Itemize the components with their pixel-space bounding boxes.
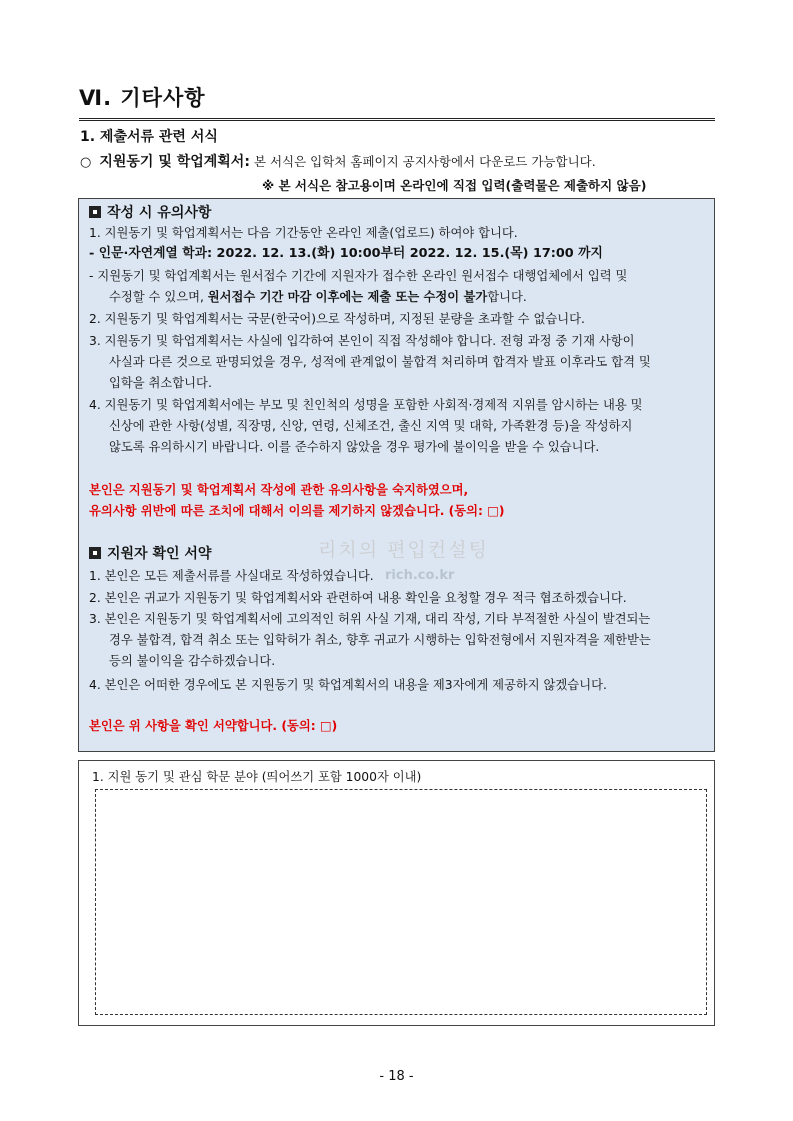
notice-text: 수정할 수 있으며, [109,290,208,304]
notice-item: 2. 지원동기 및 학업계획서는 국문(한국어)으로 작성하며, 지정된 분량을 초과할 수 없습니다. [89,312,585,326]
notice-item: 4. 지원동기 및 학업계획서에는 부모 및 친인척의 성명을 포함한 사회적·경제적 지위를 암시하는 내용 및 [89,398,643,412]
notice-item: 입학을 취소합니다. [109,376,212,390]
page-number: - 18 - [379,1069,414,1084]
square-bullet-icon [89,547,101,559]
watermark-url: rich.co.kr [385,568,455,583]
answer-box [78,760,715,1026]
watermark-logo: 리치의 편입컨설팅 [318,539,489,561]
notice-header-label: 작성 시 유의사항 [107,205,212,221]
notice-box [78,198,715,752]
pledge-item: 경우 불합격, 합격 취소 또는 입학허가 취소, 향후 귀교가 시행하는 입학전형에서 지원자격을 제한받는 [109,633,651,647]
notice-item: - 지원동기 및 학업계획서는 원서접수 기간에 지원자가 접수한 온라인 원서접수 대행업체에서 입력 및 [89,269,628,283]
notice-text: 합니다. [487,290,527,304]
form-label: 지원동기 및 학업계획서: [99,154,250,170]
agreement-text[interactable]: 유의사항 위반에 따른 조치에 대해서 이의를 제기하지 않겠습니다. (동의: □) [89,504,505,518]
notice-bold-text: 원서접수 기간 마감 이후에는 제출 또는 수정이 불가 [207,290,488,304]
notice-item: 사실과 다른 것으로 판명되었을 경우, 성적에 관계없이 불합격 처리하며 합격자 발표 이후라도 합격 및 [109,355,651,369]
form-download-line [80,151,596,171]
section-title: Ⅵ. 기타사항 [79,82,715,121]
answer-input-area[interactable] [95,789,707,1015]
reference-note: ※ 본 서식은 참고용이며 온라인에 직접 입력(출력물은 제출하지 않음) [262,178,647,193]
pledge-header-label: 지원자 확인 서약 [107,546,212,562]
notice-item: 신상에 관한 사항(성별, 직장명, 신앙, 연령, 신체조건, 출신 지역 및 대학, 가족환경 등)을 작성하지 [109,419,633,433]
form-download-text: 본 서식은 입학처 홈페이지 공지사항에서 다운로드 가능합니다. [253,154,596,169]
notice-period: - 인문·자연계열 학과: 2022. 12. 13.(화) 10:00부터 2022. 12. 15.(목) 17:00 까지 [89,246,603,261]
pledge-header [89,545,211,563]
pledge-agreement[interactable]: 본인은 위 사항을 확인 서약합니다. (동의: □) [89,719,338,733]
notice-item [109,288,527,306]
notice-item: 않도록 유의하시기 바랍니다. 이를 준수하지 않았을 경우 평가에 불이익을 받을 수 있습니다. [109,440,600,454]
pledge-item: 3. 본인은 지원동기 및 학업계획서에 고의적인 허위 사실 기재, 대리 작성, 기타 부적절한 사실이 발견되는 [89,612,651,626]
agreement-text: 본인은 지원동기 및 학업계획서 작성에 관한 유의사항을 숙지하였으며, [89,483,469,497]
pledge-item: 등의 불이익을 감수하겠습니다. [109,654,276,668]
square-bullet-icon [89,206,101,218]
pledge-item: 2. 본인은 귀교가 지원동기 및 학업계획서와 관련하여 내용 확인을 요청할 경우 적극 협조하겠습니다. [89,591,627,605]
notice-item: 1. 지원동기 및 학업계획서는 다음 기간동안 온라인 제출(업로드) 하여야 합니다. [89,226,518,240]
sub-title: 1. 제출서류 관련 서식 [80,129,218,145]
circle-bullet-icon: ○ [80,155,92,170]
pledge-item: 4. 본인은 어떠한 경우에도 본 지원동기 및 학업계획서의 내용을 제3자에게 제공하지 않겠습니다. [89,678,607,692]
notice-item: 3. 지원동기 및 학업계획서는 사실에 입각하여 본인이 직접 작성해야 합니다. 전형 과정 중 기재 사항이 [89,334,635,348]
answer-label: 1. 지원 동기 및 관심 학문 분야 (띄어쓰기 포함 1000자 이내) [92,770,422,784]
notice-header [89,204,211,222]
pledge-item: 1. 본인은 모든 제출서류를 사실대로 작성하였습니다. [89,569,374,583]
